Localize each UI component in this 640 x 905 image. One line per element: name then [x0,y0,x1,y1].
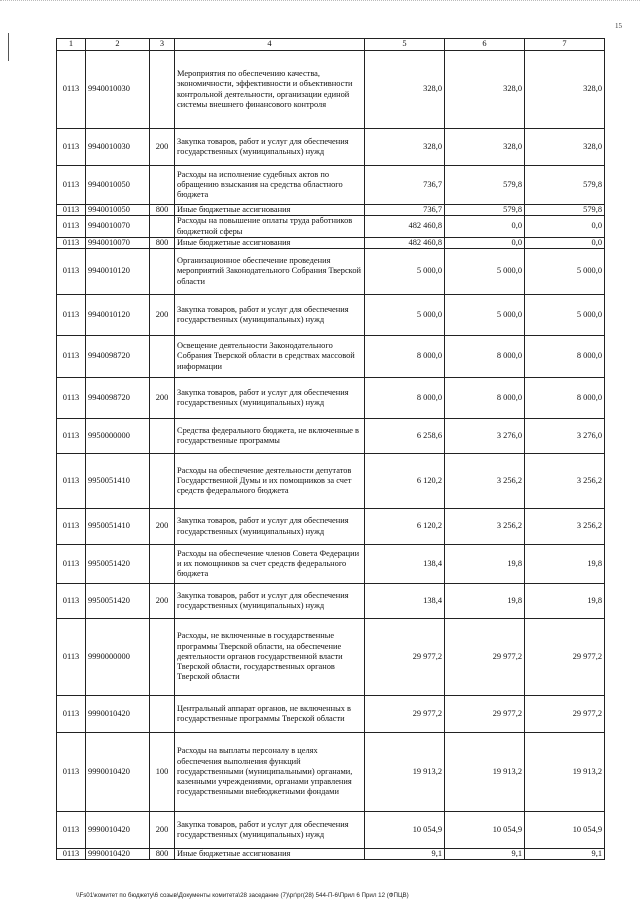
cell-target-article: 9940098720 [86,378,150,419]
table-row [57,849,605,860]
cell-amount-col7: 3 276,0 [525,419,605,454]
cell-amount-col5: 736,7 [365,205,445,216]
cell-target-article: 9990010420 [86,696,150,733]
cell-amount-col5: 6 120,2 [365,454,445,509]
cell-expense-type: 200 [150,378,175,419]
cell-amount-col6: 579,8 [445,205,525,216]
table-row [57,166,605,205]
cell-expense-type: 100 [150,733,175,812]
cell-name: Расходы на выплаты персоналу в целях обеспечения выполнения функций государственными (муниципальными) органами, казенными учреждениями, органами управления государственными внебюджетными фондами [175,733,365,812]
cell-expense-type: 200 [150,129,175,166]
header-col-3: 3 [150,39,175,51]
cell-amount-col6: 8 000,0 [445,378,525,419]
cell-amount-col5: 29 977,2 [365,696,445,733]
cell-section: 0113 [57,812,86,849]
cell-name: Центральный аппарат органов, не включенных в государственные программы Тверской области [175,696,365,733]
cell-name: Расходы на повышение оплаты труда работников бюджетной сферы [175,216,365,238]
cell-amount-col7: 19 913,2 [525,733,605,812]
cell-section: 0113 [57,378,86,419]
table-row [57,51,605,129]
table-row [57,249,605,295]
cell-expense-type [150,545,175,584]
table-row [57,509,605,545]
table-row [57,237,605,248]
cell-expense-type [150,51,175,129]
cell-amount-col6: 19,8 [445,584,525,619]
cell-name: Закупка товаров, работ и услуг для обеспечения государственных (муниципальных) нужд [175,584,365,619]
cell-amount-col7: 29 977,2 [525,696,605,733]
cell-target-article: 9940098720 [86,336,150,378]
table-row [57,812,605,849]
cell-amount-col7: 19,8 [525,584,605,619]
table-row [57,619,605,696]
scan-edge-dots [0,0,640,5]
cell-amount-col5: 138,4 [365,545,445,584]
cell-amount-col6: 328,0 [445,51,525,129]
header-col-6: 6 [445,39,525,51]
cell-section: 0113 [57,336,86,378]
cell-name: Иные бюджетные ассигнования [175,849,365,860]
cell-section: 0113 [57,419,86,454]
cell-name: Организационное обеспечение проведения мероприятий Законодательного Собрания Тверской области [175,249,365,295]
cell-section: 0113 [57,584,86,619]
cell-expense-type: 800 [150,205,175,216]
cell-target-article: 9940010120 [86,295,150,336]
cell-expense-type [150,696,175,733]
cell-name: Средства федерального бюджета, не включенные в государственные программы [175,419,365,454]
cell-expense-type: 200 [150,812,175,849]
cell-amount-col5: 138,4 [365,584,445,619]
table-row [57,295,605,336]
table-row [57,545,605,584]
footer-file-path: \\Fs01\комитет по бюджету\6 созыв\Документы комитета\28 заседание (7)\рг\рг(28) 544-П-6\Прил 6 Прил 12 (ФПЦВ) [76,892,409,899]
cell-amount-col7: 8 000,0 [525,378,605,419]
table-row [57,129,605,166]
cell-name: Расходы на обеспечение членов Совета Федерации и их помощников за счет средств федерального бюджета [175,545,365,584]
cell-amount-col5: 8 000,0 [365,378,445,419]
table-row [57,205,605,216]
cell-amount-col6: 9,1 [445,849,525,860]
cell-target-article: 9940010050 [86,166,150,205]
cell-target-article: 9990000000 [86,619,150,696]
cell-section: 0113 [57,249,86,295]
cell-name: Закупка товаров, работ и услуг для обеспечения государственных (муниципальных) нужд [175,509,365,545]
header-col-4: 4 [175,39,365,51]
cell-amount-col6: 19 913,2 [445,733,525,812]
cell-name: Расходы на обеспечение деятельности депутатов Государственной Думы и их помощников за счет средств федерального бюджета [175,454,365,509]
table-row [57,584,605,619]
cell-target-article: 9950051420 [86,545,150,584]
cell-amount-col7: 579,8 [525,205,605,216]
cell-expense-type [150,216,175,238]
header-col-5: 5 [365,39,445,51]
cell-amount-col5: 6 120,2 [365,509,445,545]
cell-amount-col7: 29 977,2 [525,619,605,696]
cell-target-article: 9950051410 [86,454,150,509]
cell-amount-col5: 482 460,8 [365,216,445,238]
cell-amount-col5: 328,0 [365,51,445,129]
cell-amount-col6: 3 256,2 [445,454,525,509]
cell-target-article: 9940010050 [86,205,150,216]
cell-target-article: 9940010070 [86,216,150,238]
cell-amount-col5: 8 000,0 [365,336,445,378]
cell-amount-col5: 19 913,2 [365,733,445,812]
cell-amount-col7: 9,1 [525,849,605,860]
cell-expense-type: 800 [150,237,175,248]
cell-section: 0113 [57,237,86,248]
table-row [57,336,605,378]
cell-amount-col5: 5 000,0 [365,295,445,336]
cell-amount-col6: 0,0 [445,237,525,248]
table-row [57,216,605,238]
table-row [57,378,605,419]
cell-target-article: 9940010030 [86,51,150,129]
cell-amount-col7: 10 054,9 [525,812,605,849]
cell-amount-col7: 5 000,0 [525,295,605,336]
cell-amount-col6: 0,0 [445,216,525,238]
cell-name: Иные бюджетные ассигнования [175,205,365,216]
cell-target-article: 9950051420 [86,584,150,619]
cell-amount-col7: 5 000,0 [525,249,605,295]
cell-section: 0113 [57,295,86,336]
cell-section: 0113 [57,509,86,545]
cell-target-article: 9990010420 [86,849,150,860]
cell-name: Расходы, не включенные в государственные программы Тверской области, на обеспечение деятельности органов государственной власти Тверской области, государственных органов Тверской области [175,619,365,696]
cell-amount-col6: 3 256,2 [445,509,525,545]
cell-name: Иные бюджетные ассигнования [175,237,365,248]
cell-amount-col7: 328,0 [525,129,605,166]
cell-expense-type [150,249,175,295]
table-row [57,733,605,812]
cell-section: 0113 [57,166,86,205]
cell-target-article: 9990010420 [86,733,150,812]
cell-amount-col7: 19,8 [525,545,605,584]
table-row [57,454,605,509]
cell-target-article: 9940010070 [86,237,150,248]
cell-name: Мероприятия по обеспечению качества, экономичности, эффективности и объективности контрольной деятельности, организации единой системы внешнего финансового контроля [175,51,365,129]
cell-amount-col7: 8 000,0 [525,336,605,378]
cell-amount-col6: 5 000,0 [445,295,525,336]
cell-expense-type [150,619,175,696]
cell-section: 0113 [57,849,86,860]
budget-table [56,38,605,860]
cell-target-article: 9940010030 [86,129,150,166]
cell-amount-col6: 29 977,2 [445,619,525,696]
cell-section: 0113 [57,733,86,812]
cell-amount-col5: 736,7 [365,166,445,205]
cell-name: Закупка товаров, работ и услуг для обеспечения государственных (муниципальных) нужд [175,812,365,849]
cell-target-article: 9940010120 [86,249,150,295]
header-col-7: 7 [525,39,605,51]
cell-amount-col5: 6 258,6 [365,419,445,454]
cell-amount-col6: 328,0 [445,129,525,166]
cell-amount-col7: 3 256,2 [525,454,605,509]
cell-name: Освещение деятельности Законодательного Собрания Тверской области в средствах массовой информации [175,336,365,378]
cell-amount-col7: 579,8 [525,166,605,205]
scan-margin-mark [8,33,9,61]
page-number: 15 [615,22,622,30]
cell-expense-type: 200 [150,584,175,619]
cell-expense-type [150,419,175,454]
cell-section: 0113 [57,205,86,216]
cell-expense-type [150,336,175,378]
cell-amount-col6: 29 977,2 [445,696,525,733]
cell-amount-col6: 3 276,0 [445,419,525,454]
cell-name: Закупка товаров, работ и услуг для обеспечения государственных (муниципальных) нужд [175,295,365,336]
cell-expense-type: 200 [150,295,175,336]
header-col-2: 2 [86,39,150,51]
cell-amount-col6: 5 000,0 [445,249,525,295]
cell-amount-col5: 29 977,2 [365,619,445,696]
table-row [57,419,605,454]
cell-amount-col5: 328,0 [365,129,445,166]
cell-expense-type: 800 [150,849,175,860]
cell-section: 0113 [57,619,86,696]
cell-amount-col5: 9,1 [365,849,445,860]
cell-section: 0113 [57,51,86,129]
cell-section: 0113 [57,216,86,238]
cell-amount-col5: 482 460,8 [365,237,445,248]
cell-amount-col6: 8 000,0 [445,336,525,378]
cell-name: Расходы на исполнение судебных актов по обращению взыскания на средства областного бюджета [175,166,365,205]
cell-target-article: 9950051410 [86,509,150,545]
header-col-1: 1 [57,39,86,51]
cell-target-article: 9950000000 [86,419,150,454]
table-row [57,696,605,733]
cell-amount-col5: 5 000,0 [365,249,445,295]
cell-amount-col7: 3 256,2 [525,509,605,545]
cell-section: 0113 [57,545,86,584]
cell-amount-col6: 10 054,9 [445,812,525,849]
cell-amount-col7: 0,0 [525,216,605,238]
cell-expense-type: 200 [150,509,175,545]
cell-amount-col7: 328,0 [525,51,605,129]
cell-expense-type [150,454,175,509]
cell-section: 0113 [57,129,86,166]
cell-expense-type [150,166,175,205]
header-row [57,39,605,51]
cell-amount-col7: 0,0 [525,237,605,248]
cell-amount-col6: 19,8 [445,545,525,584]
cell-name: Закупка товаров, работ и услуг для обеспечения государственных (муниципальных) нужд [175,378,365,419]
cell-amount-col6: 579,8 [445,166,525,205]
cell-name: Закупка товаров, работ и услуг для обеспечения государственных (муниципальных) нужд [175,129,365,166]
cell-target-article: 9990010420 [86,812,150,849]
cell-section: 0113 [57,454,86,509]
cell-amount-col5: 10 054,9 [365,812,445,849]
cell-section: 0113 [57,696,86,733]
